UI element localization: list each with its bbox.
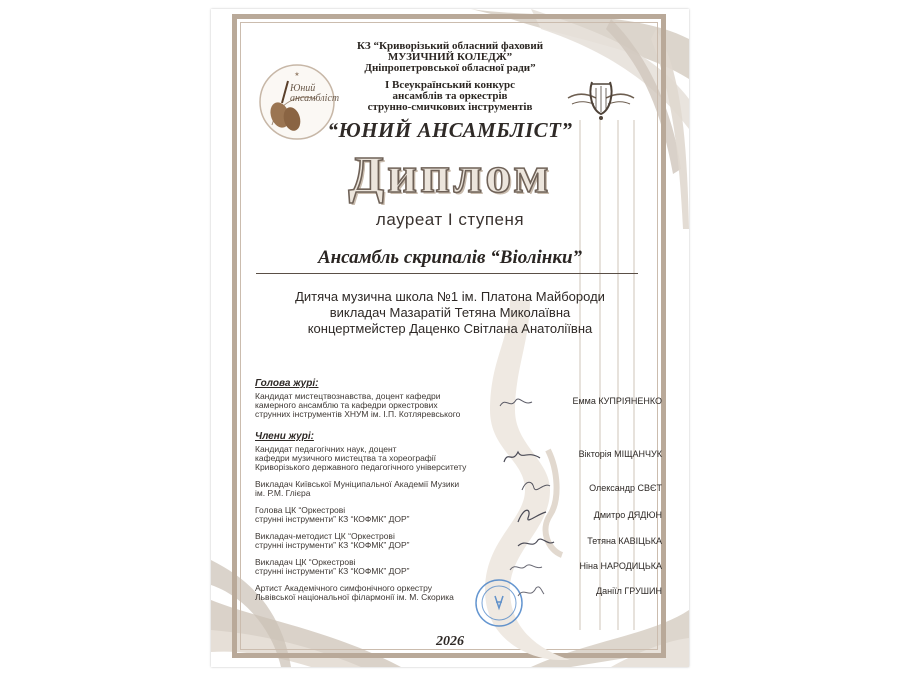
header-line3: Дніпропетровської обласної ради” (364, 62, 536, 74)
jury-chair-role-2: камерного ансамблю та кафедри оркестрових (255, 400, 438, 410)
jury-member-6-name: Даніїл ГРУШИН (596, 586, 662, 596)
accompanist-line: концертмейстер Даценко Світлана Анатоліївна (307, 321, 593, 336)
svg-text:★: ★ (294, 72, 300, 78)
jury-member-4-role-1: Викладач-методист ЦК “Оркестрові (255, 531, 395, 541)
header-line5: ансамблів та оркестрів (392, 90, 508, 102)
jury-chair-name: Емма КУПРІЯНЕНКО (572, 396, 662, 406)
year: 2026 (436, 634, 464, 649)
jury-member-5-role-1: Викладач ЦК “Оркестрові (255, 557, 356, 567)
jury-member-1-name: Вікторія МІЩАНЧУК (578, 449, 662, 459)
signature-3-icon (514, 504, 548, 526)
jury-member-1-role-1: Кандидат педагогічних наук, доцент (255, 444, 397, 454)
header-line4: I Всеукраїнський конкурс (384, 79, 516, 91)
signature-chair-icon (498, 394, 534, 412)
jury-member-4-name: Тетяна КАВІЦЬКА (587, 536, 662, 546)
diploma-title: Диплом (348, 147, 552, 204)
signature-6-icon (516, 582, 546, 602)
jury-member-3-role-2: струнні інструменти” КЗ “КОФМК” ДОР” (255, 514, 410, 524)
jury-member-1-role-3: Криворізького державного педагогічного університету (255, 462, 467, 472)
jury-member-6-role-1: Артист Академічного симфонічного оркестру (255, 583, 432, 593)
ensemble-name: Ансамбль скрипалів “Віолінки” (317, 247, 583, 268)
header-line1: КЗ “Криворізький обласний фаховий (356, 40, 544, 52)
laureate-degree: лауреат I ступеня (375, 210, 525, 229)
contest-name: “ЮНИЙ АНСАМБЛІСТ” (327, 118, 573, 142)
jury-chair-role-3: струнних інструментів ХНУМ ім. І.П. Котляревського (255, 409, 461, 419)
jury-member-5-name: Ніна НАРОДИЦЬКА (579, 561, 662, 571)
header-line2: МУЗИЧНИЙ КОЛЕДЖ” (387, 51, 513, 63)
jury-chair-heading: Голова журі: (255, 378, 319, 389)
signature-4-icon (516, 532, 556, 554)
teacher-line: викладач Мазаратій Тетяна Миколаївна (329, 305, 571, 320)
jury-member-3-name: Дмитро ДЯДЮН (593, 510, 662, 520)
logo-line1: Юний (290, 83, 316, 94)
jury-member-2-role-1: Викладач Київської Муніципальної Академії Музики (255, 479, 460, 489)
jury-member-2-name: Олександр СВЄТ (589, 483, 662, 493)
jury-members-heading: Члени журі: (255, 431, 314, 442)
jury-chair-role-1: Кандидат мистецтвознавства, доцент кафедри (255, 391, 441, 401)
jury-member-1-role-2: кафедри музичного мистецтва та хореографії (255, 453, 437, 463)
divider (256, 273, 638, 274)
signature-5-icon (508, 558, 544, 576)
jury-member-6-role-2: Львівської національної філармонії ім. М. Скорика (255, 592, 454, 602)
jury-member-2-role-2: ім. Р.М. Глієра (255, 488, 311, 498)
signature-1-icon (502, 446, 542, 468)
jury-member-3-role-1: Голова ЦК “Оркестрові (255, 505, 346, 515)
signature-2-icon (518, 476, 552, 496)
jury-member-5-role-2: струнні інструменти” КЗ “КОФМК” ДОР” (255, 566, 410, 576)
school-line1: Дитяча музична школа №1 ім. Платона Майбороди (295, 289, 605, 304)
header-line6: струнно-смичкових інструментів (367, 101, 533, 113)
logo-line2: ансамбліст (290, 93, 340, 104)
jury-member-4-role-2: струнні інструменти” КЗ “КОФМК” ДОР” (255, 540, 410, 550)
